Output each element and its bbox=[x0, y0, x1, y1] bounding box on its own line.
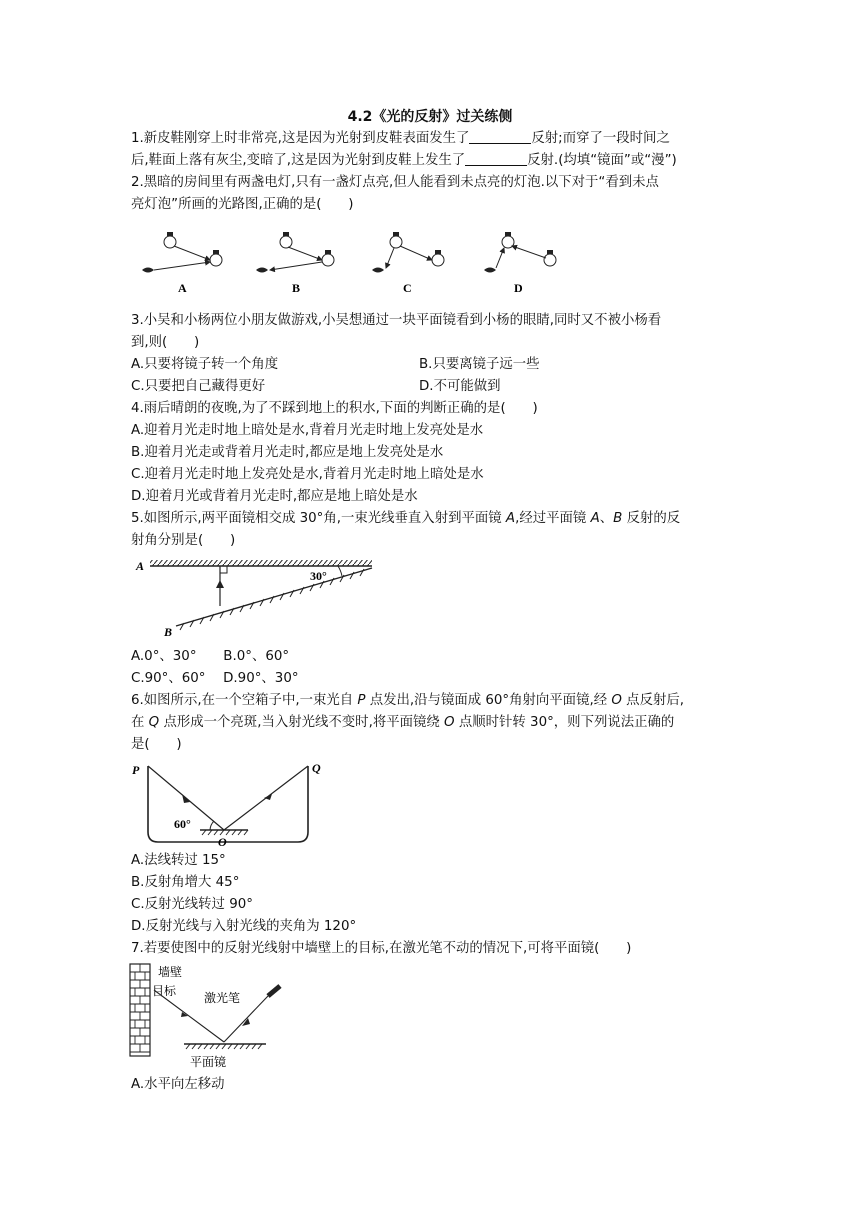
q2-label-d: D bbox=[514, 281, 523, 295]
q4-option-c[interactable]: C.迎着月光走时地上发亮处是水,背着月光走时地上暗处是水 bbox=[131, 467, 484, 482]
q5-label-a: A bbox=[136, 559, 145, 573]
q1-line-1: 1.新皮鞋刚穿上时非常亮,这是因为光射到皮鞋表面发生了 反射;而穿了一段时间之 bbox=[131, 131, 670, 146]
q4-option-b[interactable]: B.迎着月光走或背着月光走时,都应是地上发亮处是水 bbox=[131, 445, 444, 460]
wall bbox=[130, 964, 150, 1056]
q2-diagram-c bbox=[372, 232, 444, 295]
q3-option-d[interactable]: D.不可能做到 bbox=[419, 379, 501, 394]
q2-figure bbox=[138, 228, 578, 298]
q5-line-2: 射角分别是( ) bbox=[131, 533, 236, 548]
q7-wall-label: 墙壁 bbox=[158, 965, 183, 979]
eye-icon bbox=[372, 268, 384, 273]
q3-line-1: 3.小吴和小杨两位小朋友做游戏,小吴想通过一块平面镜看到小杨的眼睛,同时又不被小杨看 bbox=[131, 313, 662, 328]
q4-option-d[interactable]: D.迎着月光或背着月光走时,都应是地上暗处是水 bbox=[131, 489, 418, 504]
q2-diagram-d bbox=[484, 232, 556, 295]
q2-label-b: B bbox=[292, 281, 301, 295]
q5-options-row-1[interactable]: A.0°、30° B.0°、60° bbox=[131, 649, 290, 664]
incident-ray bbox=[216, 566, 227, 606]
eye-icon bbox=[256, 268, 268, 273]
q6-angle-label: 60° bbox=[174, 817, 191, 831]
q3-option-b[interactable]: B.只要离镜子远一些 bbox=[419, 357, 540, 372]
bulb-unlit-icon bbox=[210, 250, 222, 266]
q2-label-c: C bbox=[403, 281, 412, 295]
plane-mirror bbox=[184, 1044, 266, 1049]
q4-line-1: 4.雨后晴朗的夜晚,为了不踩到地上的积水,下面的判断正确的是( ) bbox=[131, 401, 538, 416]
laser-pen-icon bbox=[268, 986, 280, 996]
q6-line-3: 是( ) bbox=[131, 737, 182, 752]
q3-option-c[interactable]: C.只要把自己藏得更好 bbox=[131, 379, 266, 394]
q6-option-c[interactable]: C.反射光线转过 90° bbox=[131, 897, 253, 912]
q7-option-a[interactable]: A.水平向左移动 bbox=[131, 1077, 225, 1092]
q1-blank-2[interactable] bbox=[465, 151, 527, 166]
q3-option-a[interactable]: A.只要将镜子转一个角度 bbox=[131, 357, 279, 372]
q6-option-a[interactable]: A.法线转过 15° bbox=[131, 853, 226, 868]
q6-option-d[interactable]: D.反射光线与入射光线的夹角为 120° bbox=[131, 919, 357, 934]
q2-line-2: 亮灯泡”所画的光路图,正确的是( ) bbox=[131, 197, 354, 212]
q2-label-a: A bbox=[178, 281, 187, 295]
q2-line-1: 2.黑暗的房间里有两盏电灯,只有一盏灯点亮,但人能看到未点亮的灯泡.以下对于“看到未点 bbox=[131, 175, 659, 190]
q3-line-2: 到,则( ) bbox=[131, 335, 200, 350]
q6-label-p: P bbox=[132, 763, 140, 777]
mirror-a bbox=[150, 560, 372, 566]
q7-figure bbox=[128, 962, 298, 1074]
bulb-unlit-icon bbox=[432, 250, 444, 266]
mirror-b bbox=[176, 568, 372, 630]
page-title: 4.2《光的反射》过关练侧 bbox=[347, 109, 513, 125]
q7-laser-label: 激光笔 bbox=[204, 991, 241, 1005]
q7-target-label: 目标 bbox=[152, 984, 177, 998]
eye-icon bbox=[142, 268, 154, 273]
q5-angle-label: 30° bbox=[310, 569, 327, 583]
q2-diagram-b bbox=[256, 232, 334, 295]
q5-figure bbox=[134, 558, 384, 640]
q5-options-row-2[interactable]: C.90°、60° D.90°、30° bbox=[131, 671, 299, 686]
bulb-lit-icon bbox=[280, 232, 292, 248]
q6-option-b[interactable]: B.反射角增大 45° bbox=[131, 875, 240, 890]
q6-label-q: Q bbox=[312, 761, 321, 775]
q5-label-b: B bbox=[164, 625, 173, 639]
q4-option-a[interactable]: A.迎着月光走时地上暗处是水,背着月光走时地上发亮处是水 bbox=[131, 423, 484, 438]
eye-icon bbox=[484, 268, 496, 273]
q5-line-1: 5.如图所示,两平面镜相交成 30°角,一束光线垂直入射到平面镜 A,经过平面镜 A、B 反射的反 bbox=[131, 511, 681, 526]
q6-line-1: 6.如图所示,在一个空箱子中,一束光自 P 点发出,沿与镜面成 60°角射向平面镜,经 O 点反射后, bbox=[131, 693, 684, 708]
bulb-unlit-icon bbox=[322, 250, 334, 266]
q6-figure bbox=[130, 758, 330, 850]
q1-line-2: 后,鞋面上落有灰尘,变暗了,这是因为光射到皮鞋上发生了 反射.(均填“镜面”或“漫”) bbox=[131, 153, 677, 168]
q7-mirror-label: 平面镜 bbox=[190, 1055, 227, 1069]
q7-line-1: 7.若要使图中的反射光线射中墙壁上的目标,在激光笔不动的情况下,可将平面镜( ) bbox=[131, 941, 632, 956]
q6-line-2: 在 Q 点形成一个亮斑,当入射光线不变时,将平面镜绕 O 点顺时针转 30°，则下列说法正确的 bbox=[131, 715, 675, 730]
q2-diagram-a bbox=[142, 232, 222, 295]
q6-label-o: O bbox=[218, 835, 227, 849]
q1-blank-1[interactable] bbox=[469, 129, 531, 144]
